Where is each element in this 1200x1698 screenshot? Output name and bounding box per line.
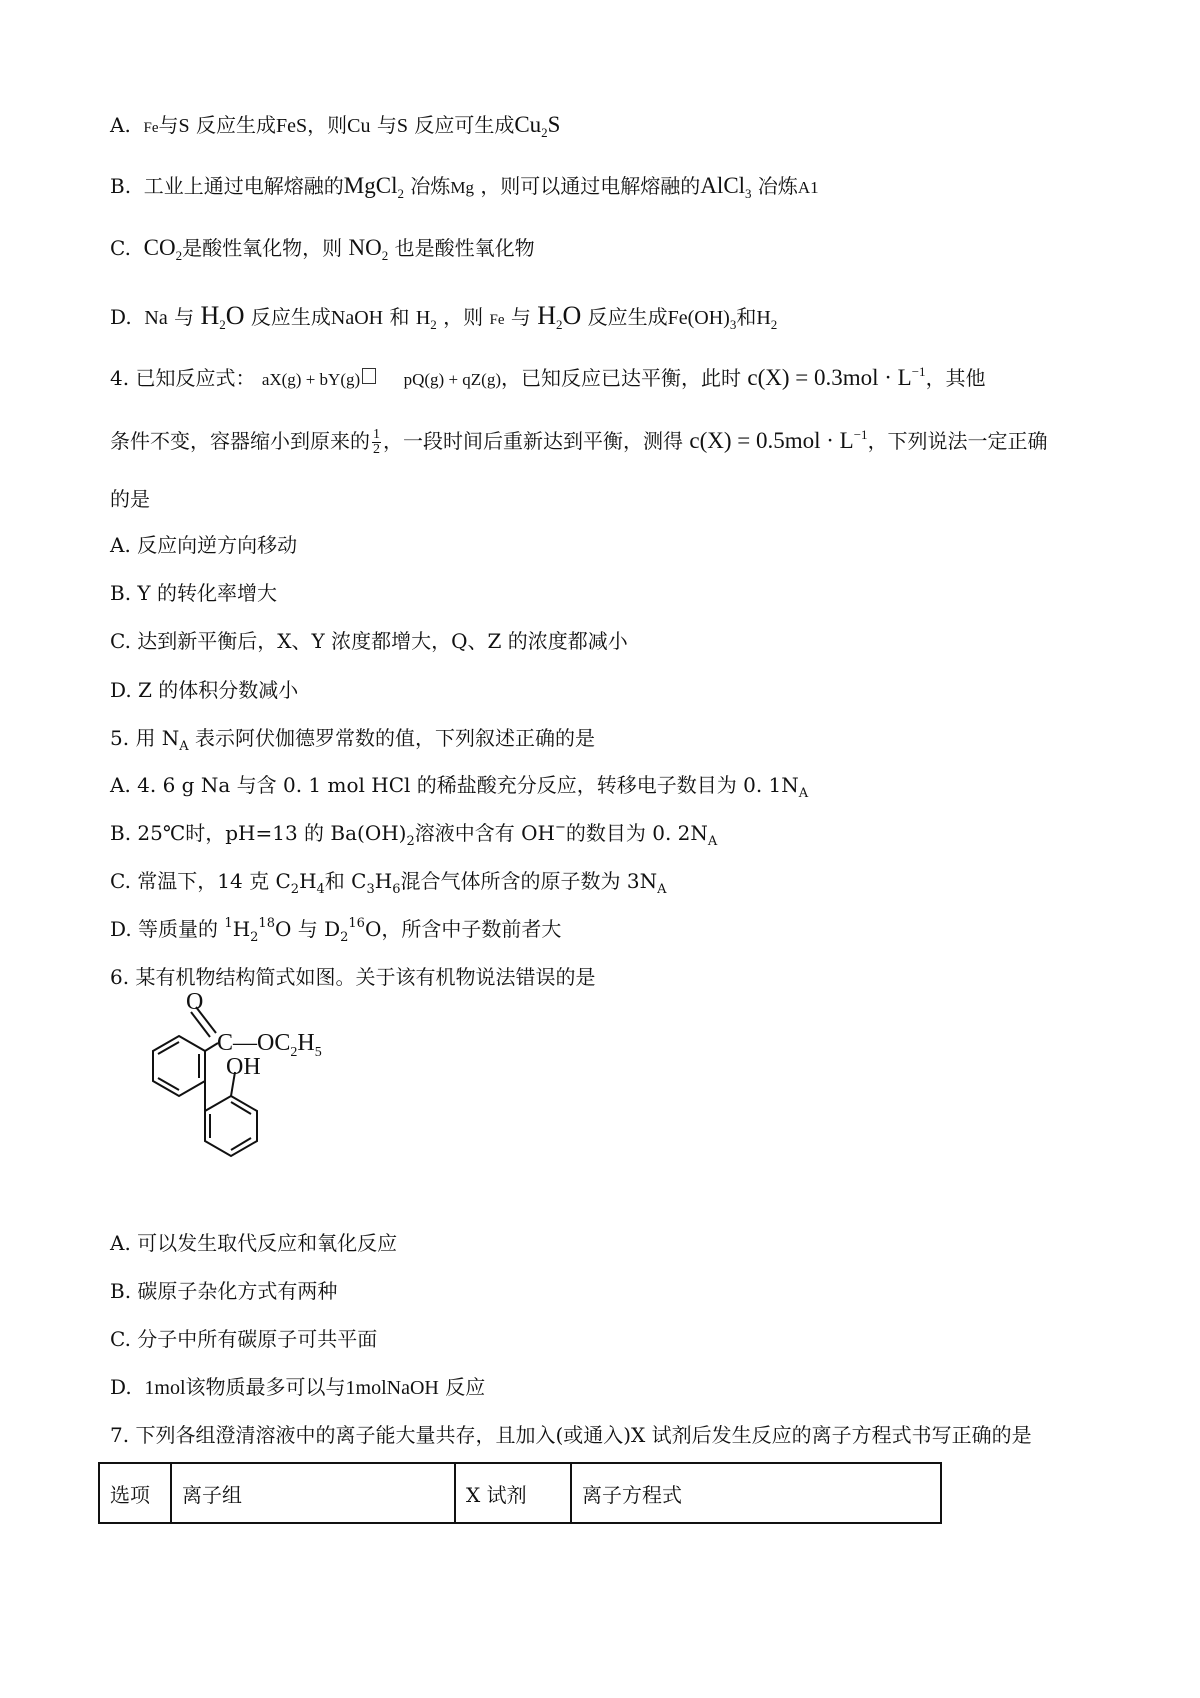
q3-option-d: D. Na 与 $H_2O$ 反应生成NaOH 和 $H_2$ ，则 Fe 与 $H_2O$ 反应生成$Fe(OH)_3$和$H_2$ (110, 301, 778, 332)
q7-stem: 7. 下列各组澄清溶液中的离子能大量共存，且加入(或通入)X 试剂后发生反应的离子方程式书写正确的是 (110, 1423, 1032, 1447)
q4-option-d: D. Z 的体积分数减小 (110, 678, 299, 702)
q4-option-a: A. 反应向逆方向移动 (110, 533, 298, 557)
fraction-one-half: $\frac{1}{2}$ (373, 427, 380, 457)
q6-option-c: C. 分子中所有碳原子可共平面 (110, 1327, 378, 1351)
carbonyl-oxygen: O (186, 990, 204, 1015)
benzene-ring-upper (153, 1036, 205, 1096)
q5-stem: 5. 用 $N_A$ 表示阿伏伽德罗常数的值，下列叙述正确的是 (110, 726, 596, 754)
equilibrium-arrow-icon (362, 368, 376, 384)
table-header-row (99, 1463, 941, 1523)
q4-option-b: B. Y 的转化率增大 (110, 581, 277, 605)
carbonyl-carbon: C (217, 1030, 234, 1056)
header-option: 选项 (99, 1463, 171, 1523)
q6-option-b: B. 碳原子杂化方式有两种 (110, 1279, 338, 1303)
q5-option-a: A. 4. 6 g Na 与含 0. 1 mol HCl 的稀盐酸充分反应，转移电子数目为 0. $1N_A$ (110, 773, 809, 801)
q3-option-a: A. Fe与S 反应生成FeS，则Cu 与S 反应可生成$Cu_2S$ (110, 112, 561, 140)
q6-stem: 6. 某有机物结构简式如图。关于该有机物说法错误的是 (110, 965, 596, 989)
q7-table (98, 1462, 942, 1524)
q4-stem-line3: 的是 (110, 487, 150, 511)
q3-option-b: B. 工业上通过电解熔融的MgCl$_2$ 冶炼Mg ，则可以通过电解熔融的AlCl$_3$ 冶炼A1 (110, 173, 819, 201)
q4-option-c: C. 达到新平衡后，X、Y 浓度都增大，Q、Z 的浓度都减小 (110, 629, 628, 653)
header-ion-group: 离子组 (171, 1463, 455, 1523)
ethoxy-group: $—OC_2H_5$ (233, 1030, 322, 1060)
header-ionic-equation: 离子方程式 (571, 1463, 941, 1523)
q6-option-d: D. 1mol该物质最多可以与1molNaOH 反应 (110, 1375, 486, 1399)
q3-option-c: C. $CO_2$是酸性氧化物，则 $NO_2$ 也是酸性氧化物 (110, 235, 535, 263)
benzene-ring-lower (205, 1096, 257, 1156)
header-reagent: X 试剂 (455, 1463, 571, 1523)
q5-option-b: B. 25℃时，pH=13 的 $Ba(OH)_2$溶液中含有 OH−的数目为 0. $2N_A$ (110, 820, 718, 849)
hydroxyl-group: OH (226, 1054, 261, 1080)
structural-formula (100, 990, 360, 1220)
q6-option-a: A. 可以发生取代反应和氧化反应 (110, 1231, 398, 1255)
q5-option-c: C. 常温下，14 克 $C_2H_4$和 $C_3H_6$混合气体所含的原子数为 $3N_A$ (110, 869, 667, 897)
q4-stem-line1: 4. 已知反应式： aX(g) + bY(g) pQ(g) + qZ(g)，已知反应已达平衡，此时 $c(X) = 0.3mol \cdot L^{-1}$，其他 (110, 364, 986, 390)
q5-option-d: D. 等质量的 $^1H_2^{18}O$ 与 $D_2^{16}O$，所含中子数前者大 (110, 916, 562, 945)
q4-stem-line2: 条件不变，容器缩小到原来的 $\frac{1}{2}$ ，一段时间后重新达到平衡，测得 $c(X) = 0.5mol \cdot L^{-1}$，下列说法一定正确 (110, 427, 1048, 457)
